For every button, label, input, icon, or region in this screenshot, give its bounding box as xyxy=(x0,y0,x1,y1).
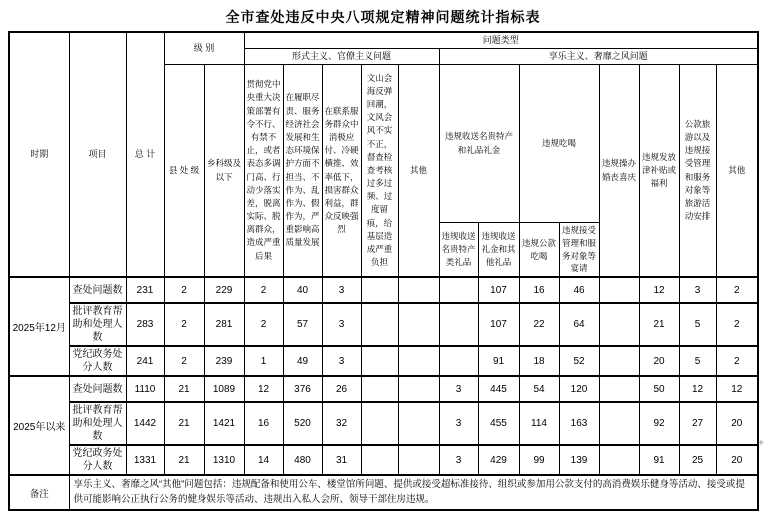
value-cell xyxy=(361,402,398,445)
value-cell: 64 xyxy=(559,303,599,346)
item-cell: 查处问题数 xyxy=(69,277,126,303)
value-cell: 1331 xyxy=(126,445,164,475)
value-cell: 21 xyxy=(164,445,204,475)
value-cell xyxy=(398,303,439,346)
value-cell: 114 xyxy=(519,402,559,445)
value-cell: 239 xyxy=(204,346,244,376)
value-cell: 18 xyxy=(519,346,559,376)
value-cell: 241 xyxy=(126,346,164,376)
header-period: 时期 xyxy=(9,32,69,277)
header-allowance-col: 违规发放津补贴或福利 xyxy=(639,65,679,278)
value-cell: 376 xyxy=(283,376,322,402)
value-cell: 46 xyxy=(559,277,599,303)
value-cell xyxy=(599,376,639,402)
value-cell: 12 xyxy=(244,376,283,402)
value-cell: 283 xyxy=(126,303,164,346)
header-dining-group: 违规吃喝 xyxy=(519,65,599,223)
value-cell: 107 xyxy=(478,303,519,346)
value-cell xyxy=(398,376,439,402)
value-cell xyxy=(398,402,439,445)
value-cell: 5 xyxy=(679,303,716,346)
value-cell: 139 xyxy=(559,445,599,475)
header-item: 项目 xyxy=(69,32,126,277)
value-cell: 3 xyxy=(322,277,361,303)
value-cell: 2 xyxy=(164,346,204,376)
value-cell xyxy=(361,277,398,303)
value-cell: 12 xyxy=(639,277,679,303)
header-hedonism-group: 享乐主义、奢靡之风问题 xyxy=(439,49,758,65)
value-cell: 20 xyxy=(716,445,758,475)
item-cell: 党纪政务处分人数 xyxy=(69,445,126,475)
value-cell: 107 xyxy=(478,277,519,303)
value-cell: 120 xyxy=(559,376,599,402)
value-cell xyxy=(361,346,398,376)
value-cell: 3 xyxy=(679,277,716,303)
value-cell: 1442 xyxy=(126,402,164,445)
value-cell: 16 xyxy=(519,277,559,303)
header-gift-subcol-2: 违规收送礼金和其他礼品 xyxy=(478,223,519,278)
remark-row xyxy=(9,475,758,510)
header-formalism-col-1: 贯彻党中央重大决策部署有令不行、有禁不止，或者表态多调门高、行动少落实差，脱离实际、脱离群众，造成严重后果 xyxy=(244,65,283,278)
header-formalism-col-other: 其他 xyxy=(398,65,439,278)
value-cell: 2 xyxy=(716,277,758,303)
value-cell: 27 xyxy=(679,402,716,445)
value-cell: 163 xyxy=(559,402,599,445)
page-title: 全市查处违反中央八项规定精神问题统计指标表 xyxy=(225,9,541,25)
header-formalism-group: 形式主义、官僚主义问题 xyxy=(244,49,439,65)
header-hedonism-other-col: 其他 xyxy=(716,65,758,278)
value-cell: 2 xyxy=(164,277,204,303)
table-body xyxy=(9,277,758,475)
value-cell: 16 xyxy=(244,402,283,445)
value-cell: 49 xyxy=(283,346,322,376)
value-cell: 1 xyxy=(244,346,283,376)
value-cell: 281 xyxy=(204,303,244,346)
value-cell: 429 xyxy=(478,445,519,475)
value-cell xyxy=(599,303,639,346)
value-cell: 91 xyxy=(478,346,519,376)
value-cell xyxy=(439,303,478,346)
header-level-township: 乡科级及以下 xyxy=(204,65,244,278)
header-level-group: 级 别 xyxy=(164,32,244,65)
value-cell xyxy=(599,402,639,445)
header-wedding-col: 违规操办婚丧喜庆 xyxy=(599,65,639,278)
value-cell: 3 xyxy=(322,303,361,346)
value-cell: 3 xyxy=(439,402,478,445)
table-row xyxy=(9,303,758,346)
remark-text: 享乐主义、奢靡之风“其他”问题包括：违规配备和使用公车、楼堂馆所问题、提供或接受超标准接待、组织或参加用公款支付的高消费娱乐健身等活动、接受或提供可能影响公正执行公务的健身娱乐等活动、违规出入私人会所、领导干部住房违规。 xyxy=(69,475,758,510)
value-cell: 229 xyxy=(204,277,244,303)
value-cell: 12 xyxy=(716,376,758,402)
remark-body xyxy=(9,475,758,510)
value-cell: 25 xyxy=(679,445,716,475)
value-cell: 20 xyxy=(639,346,679,376)
value-cell: 92 xyxy=(639,402,679,445)
table-row xyxy=(9,445,758,475)
value-cell xyxy=(398,277,439,303)
value-cell: 3 xyxy=(439,376,478,402)
header-level-county: 县 处 级 xyxy=(164,65,204,278)
remark-label: 备注 xyxy=(9,475,69,510)
value-cell: 21 xyxy=(639,303,679,346)
value-cell: 40 xyxy=(283,277,322,303)
value-cell xyxy=(439,346,478,376)
header-travel-col: 公款旅游以及违规接受管理和服务对象等旅游活动安排 xyxy=(679,65,716,278)
value-cell: 2 xyxy=(244,303,283,346)
value-cell xyxy=(398,346,439,376)
header-gift-group: 违规收送名贵特产和礼品礼金 xyxy=(439,65,519,223)
value-cell: 14 xyxy=(244,445,283,475)
header-problem-type: 问题类型 xyxy=(244,32,758,49)
header-gift-subcol-1: 违规收送名贵特产类礼品 xyxy=(439,223,478,278)
value-cell: 32 xyxy=(322,402,361,445)
item-cell: 党纪政务处分人数 xyxy=(69,346,126,376)
value-cell xyxy=(439,277,478,303)
table-row xyxy=(9,346,758,376)
value-cell: 5 xyxy=(679,346,716,376)
value-cell: 21 xyxy=(164,376,204,402)
header-row-groups xyxy=(9,32,758,49)
period-cell: 2025年12月 xyxy=(9,277,69,376)
header-formalism-col-4: 文山会海反弹回潮，文风会风不实不正，督查检查考核过多过频、过度留痕，给基层造成严重负担 xyxy=(361,65,398,278)
value-cell: 455 xyxy=(478,402,519,445)
value-cell: 2 xyxy=(164,303,204,346)
value-cell xyxy=(599,277,639,303)
table-row xyxy=(9,376,758,402)
value-cell: 2 xyxy=(244,277,283,303)
statistics-table xyxy=(8,31,759,511)
value-cell: 1310 xyxy=(204,445,244,475)
value-cell: 99 xyxy=(519,445,559,475)
value-cell xyxy=(398,445,439,475)
item-cell: 查处问题数 xyxy=(69,376,126,402)
item-cell: 批评教育帮助和处理人数 xyxy=(69,402,126,445)
value-cell: 480 xyxy=(283,445,322,475)
value-cell xyxy=(361,445,398,475)
plus-cursor-artifact: + xyxy=(758,438,764,449)
value-cell xyxy=(361,303,398,346)
value-cell: 520 xyxy=(283,402,322,445)
value-cell: 26 xyxy=(322,376,361,402)
period-cell: 2025年以来 xyxy=(9,376,69,475)
value-cell: 3 xyxy=(322,346,361,376)
value-cell: 12 xyxy=(679,376,716,402)
value-cell: 22 xyxy=(519,303,559,346)
header-formalism-col-3: 在联系服务群众中消极应付、冷硬横推、效率低下，损害群众利益，群众反映强烈 xyxy=(322,65,361,278)
value-cell xyxy=(361,376,398,402)
value-cell: 31 xyxy=(322,445,361,475)
value-cell: 3 xyxy=(439,445,478,475)
table-header xyxy=(9,32,758,277)
header-formalism-col-2: 在履职尽责、服务经济社会发展和生态环境保护方面不担当、不作为、乱作为、假作为，严重影响高质量发展 xyxy=(283,65,322,278)
value-cell xyxy=(599,346,639,376)
value-cell: 1089 xyxy=(204,376,244,402)
header-dining-subcol-1: 违规公款吃喝 xyxy=(519,223,559,278)
value-cell: 21 xyxy=(164,402,204,445)
table-row xyxy=(9,277,758,303)
value-cell: 50 xyxy=(639,376,679,402)
value-cell: 231 xyxy=(126,277,164,303)
value-cell: 54 xyxy=(519,376,559,402)
value-cell: 52 xyxy=(559,346,599,376)
item-cell: 批评教育帮助和处理人数 xyxy=(69,303,126,346)
value-cell: 20 xyxy=(716,402,758,445)
value-cell: 445 xyxy=(478,376,519,402)
value-cell: 1421 xyxy=(204,402,244,445)
value-cell xyxy=(599,445,639,475)
header-total: 总 计 xyxy=(126,32,164,277)
value-cell: 1110 xyxy=(126,376,164,402)
header-dining-subcol-2: 违规接受管理和服务对象等宴请 xyxy=(559,223,599,278)
value-cell: 91 xyxy=(639,445,679,475)
value-cell: 2 xyxy=(716,303,758,346)
table-row xyxy=(9,402,758,445)
value-cell: 2 xyxy=(716,346,758,376)
value-cell: 57 xyxy=(283,303,322,346)
